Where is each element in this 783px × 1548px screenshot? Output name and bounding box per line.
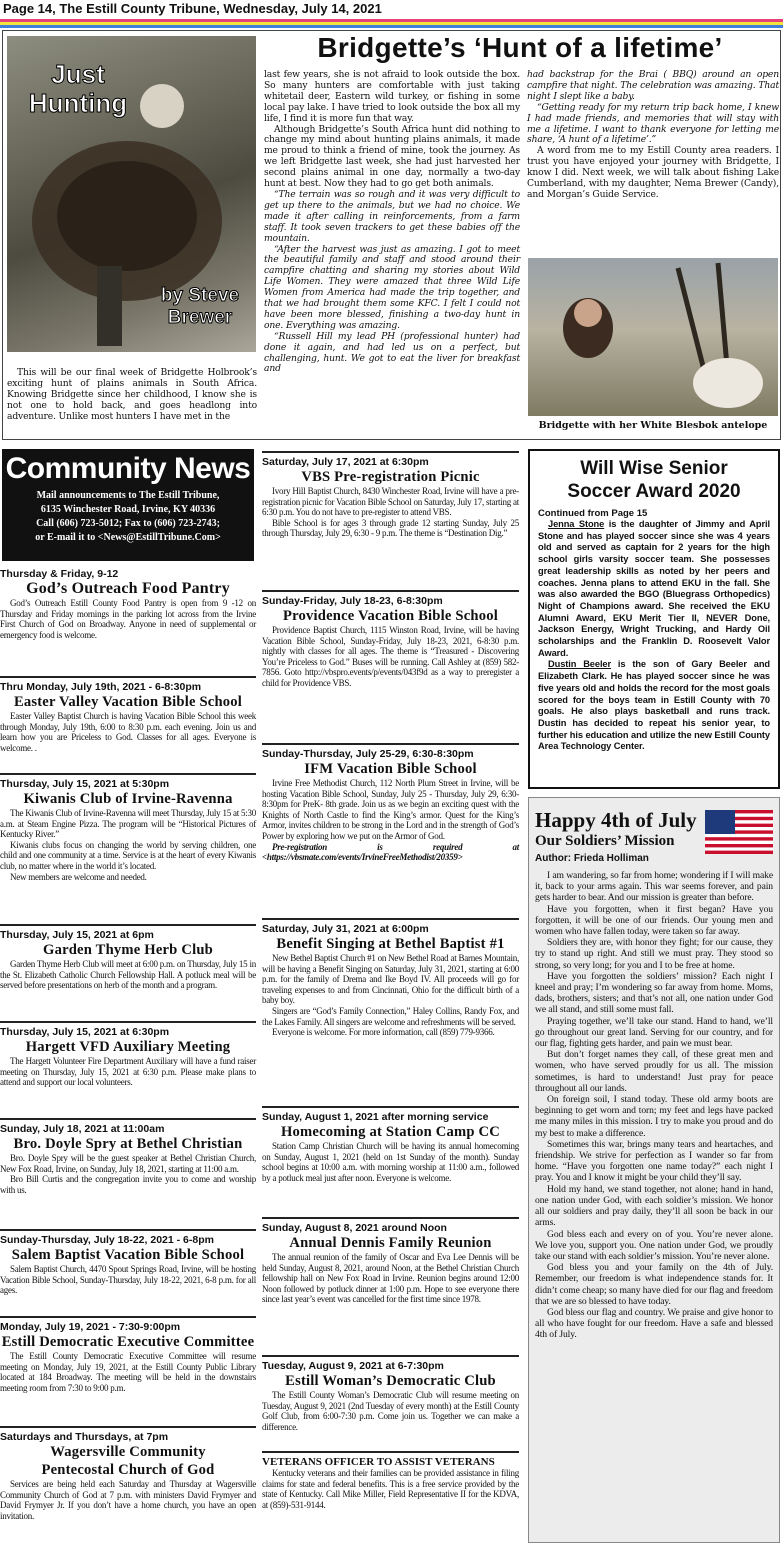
event-doyle-spry [0, 1118, 256, 1195]
event-benefit-singing [262, 918, 519, 1038]
soccer-title-2: Soccer Award 2020 [567, 481, 741, 502]
event-title: Salem Baptist Vacation Bible School [11, 1247, 245, 1263]
color-band-blue [0, 25, 783, 28]
poem-paragraph: God bless you and your family on the 4th of July. Remember, our freedom is what independence stands for. It didn’t come cheap; so many have died for our flag and freedom that we are so blessed to have today. [535, 1262, 774, 1307]
event-body: The Estill County Democratic Executive Committee will resume meeting on Monday, July 19, 2021, at the Estill County Public Library located at 184 Broadway. The meeting will be held in the downstairs meeting room from 7:30 to 9:00 p.m. [0, 1351, 256, 1393]
soccer-title-1: Will Wise Senior [580, 458, 728, 479]
event-body: New Bethel Baptist Church #1 on New Bethel Road at Barnes Mountain, will be having a Benefit Singing on Saturday, July 31, 2021, starting at 6:00 p.m. for the family of Drema and Ike Boyd IV. All proceeds will go for traveling expenses to and from Cincinnati, Ohio for the difficult birth of a baby boy. [262, 953, 519, 1006]
event-wagersville [0, 1426, 256, 1521]
event-title: Annual Dennis Family Reunion [289, 1235, 492, 1251]
photo-caption: Bridgette with her White Blesbok antelope [538, 420, 768, 431]
event-date: Sunday, July 18, 2021 at 11:00am [0, 1118, 256, 1135]
event-date: Sunday-Friday, July 18-23, 6-8:30pm [262, 590, 519, 607]
event-ifm [262, 743, 519, 863]
paragraph: had backstrap for the Brai ( BBQ) around an open campfire that night. The celebration was amazing. That night I slept like a baby. [527, 69, 779, 102]
paragraph: A word from me to my Estill County area readers. I trust you have enjoyed your journey with Bridgette, I know I did. Next week, we will talk about fishing Lake Cumberland, with my daughter, Nema Brewer (Candy), and Morgan’s Guide Service. [527, 145, 779, 200]
paragraph: “The terrain was so rough and it was very difficult to get up there to the animals, but we had no choice. We made it after calling in reinforcements, from a farm staff. It took seven trackers to get these babies off the mountain. [264, 188, 520, 244]
event-body: Irvine Free Methodist Church, 112 North Plum Street in Irvine, will be hosting Vacation Bible School, Sunday, July 25 - Thursday, July 29, 6:30-8:30pm for PreK- 8th grade. Join us as we begin an exciting quest with the Knights of North Castle to find the King’s armor. Quest for the King’s Armor, invites children to be strong in the Lord and in the strength of God’s Power by exploring how we put on the Armor of God. [262, 778, 519, 841]
event-title: Kiwanis Club of Irvine-Ravenna [23, 791, 233, 807]
email-line: or E-mail it to <News@EstillTribune.Com> [35, 532, 221, 543]
headline: Bridgette’s ‘Hunt of a lifetime’ [317, 32, 723, 63]
event-title: VBS Pre-registration Picnic [301, 469, 480, 485]
award-text: is the daughter of Jimmy and April Stone and has played soccer since she was 4 years old and served as captain for 2 years for the high school girls varsity soccer team. She possesses great leadership skills as noted by her peers and coaches. Jenna plans to attend EKU in the fall. She was also awarded the BGO (Bluegrass Orthopedics) Night of Champions award. She received the EKU Alumni Award, EKU Merit Tier II, NEVER Done, Jackson Energy, Wright Trucking, and Hardy Oil scholarships and the Franklin D. Roosevelt Valor Award. [538, 519, 770, 658]
award-text: is the son of Gary Beeler and Elizabeth Clark. He has played soccer since he was five years old and holds the record for the most goals scored for the boys team in Estill County with 70 goals. He also plays basketball and runs track. Dustin has decided to repeat his senior year, to further his education and utilize the new Estill County Area Technology Center. [538, 659, 770, 752]
event-body: The Hargett Volunteer Fire Department Auxiliary will have a fund raiser meeting on Thursday, July 15, 2021 at 6:30 p.m. Please make plans to attend and support our local volunteers. [0, 1056, 256, 1088]
event-body: The Estill County Woman’s Democratic Club will resume meeting on Tuesday, August 9, 2021 (2nd Tuesday of every month) at the Estill County Golf Club, from 6:00-7:30 p.m. Come join us. Together we can make a difference. [262, 1390, 519, 1432]
byline: by Steve Brewer [160, 285, 240, 328]
address-line: 6135 Winchester Road, Irvine, KY 40336 [40, 504, 216, 515]
event-body: Station Camp Christian Church will be having its annual homecoming on Sunday, August 1, 2021 (held on 1st Sunday of the month). Sunday school begins at 10:00 a.m. with morning worship at 11:00 a.m., followed by a potluck meal just after noon. Everyone is welcome. [262, 1141, 519, 1183]
july4-subtitle: Our Soldiers’ Mission [535, 833, 675, 849]
event-body: The annual reunion of the family of Oscar and Eva Lee Dennis will be held Sunday, August 8, 2021, around Noon, at the Bethel Christian Church fellowship hall on New Fox Road in Irvine. Reunion begins around 12:00 Noon followed by potluck dinner at 1:00 p.m. Hope to see everyone there since last year’s event was cancelled for the first time since 1978. [262, 1252, 519, 1305]
poem-paragraph: God bless our flag and country. We praise and give honor to all who have fought for our freedom. Have a safe and blessed 4th of July. [535, 1306, 773, 1341]
poem-paragraph: God bless each and every on of you. You’re never alone. We love you, support you. One nation under God, we proudly take our stand with each soldier’s mission. You’re never alone. [535, 1228, 773, 1262]
event-body: Salem Baptist Church, 4470 Spout Springs Road, Irvine, will be hosting Vacation Bible School, Sunday-Thursday, July 18-22, 2021, 6-8 p.m. for all ages. [0, 1264, 256, 1296]
mail-line: Mail announcements to The Estill Tribune, [36, 490, 220, 501]
poem-paragraph: Have you forgotten, when it first began? Have you forgotten, it will be one of our friends. Our young men and women who have fallen today, were taken so far away. [535, 903, 773, 938]
event-date: Sunday, August 8, 2021 around Noon [262, 1217, 519, 1234]
july4-box [528, 797, 780, 1543]
event-date: Saturday, July 17, 2021 at 6:30pm [262, 451, 519, 468]
article-col2 [264, 70, 520, 375]
poem-body [529, 870, 779, 1341]
event-dennis-reunion [262, 1217, 519, 1305]
antelope-icon [528, 258, 778, 416]
event-title: Easter Valley Vacation Bible School [13, 694, 243, 710]
event-title: Wagersville Community [50, 1444, 206, 1460]
event-garden-thyme [0, 924, 256, 991]
blesbok-photo [528, 258, 778, 416]
paragraph: “After the harvest was just as amazing. I got to meet the beautiful family and staff and stood around their campfire chatting and sharing my stories about Wild Life Women. They were amazed that three Wild Life Women from America had made the trip together, and that we had brought them some KFC. I felt I could not have been more blessed, finishing a two-day hunt in one. Everything was amazing. [264, 243, 520, 331]
soccer-body [530, 519, 778, 753]
award-name: Jenna Stone [548, 519, 605, 529]
event-date: Thursday, July 15, 2021 at 6:30pm [0, 1021, 256, 1038]
paragraph: This will be our final week of Bridgette Holbrook’s exciting hunt of plains animals in South Africa. Knowing Bridgette since her childhood, I know she is not one to hold back, and goes headlong into adventure. Unlike most hunters I have met in the [7, 367, 257, 422]
event-title: Garden Thyme Herb Club [43, 942, 213, 958]
july4-author: Author: Frieda Holliman [535, 853, 649, 864]
event-democratic-committee [0, 1316, 256, 1393]
event-body: New members are welcome and needed. [10, 871, 147, 882]
paragraph: “Getting ready for my return trip back home, I knew I had made friends, and memories that will stay with me a lifetime. I want to thank everyone for letting me share, ‘A hunt of a lifetime’.” [527, 101, 779, 146]
july4-title: Happy 4th of July [535, 808, 697, 832]
poem-paragraph: But don’t forget names they call, of these great men and women, who have served proudly for us all. The mission sometimes, is hard to understand! Just pray for peace throughout all our lands. [535, 1049, 773, 1094]
event-title: Homecoming at Station Camp CC [280, 1124, 501, 1140]
event-date: Saturdays and Thursdays, at 7pm [0, 1426, 256, 1443]
event-title: Benefit Singing at Bethel Baptist #1 [276, 936, 505, 952]
event-body: Kiwanis clubs focus on changing the world by serving children, one child and one community at a time. Service is at the heart of every Kiwanis club, no matter where in the world it’s located. [0, 839, 256, 871]
poem-paragraph: Hold my hand, we stand together, not alone; hand in hand, one nation under God, with each soldier’s mission. We honor all our soldiers and pray daily, they’ll all soon be back in our arms. [535, 1183, 773, 1229]
event-date: Thursday & Friday, 9-12 [0, 568, 119, 580]
community-news-title: Community News [5, 452, 251, 485]
event-date: Thru Monday, July 19th, 2021 - 6-8:30pm [0, 676, 256, 693]
soccer-award-box [528, 449, 780, 789]
article-col3 [527, 70, 779, 201]
event-date: Monday, July 19, 2021 - 7:30-9:00pm [0, 1316, 256, 1333]
event-body: The Kiwanis Club of Irvine-Ravenna will meet Thursday, July 15 at 5:30 a.m. at Steam Engine Pizza. The program will be “Historical Pictures of Kentucky River.” [0, 808, 256, 840]
event-title: IFM Vacation Bible School [304, 761, 477, 777]
american-flag-icon [705, 810, 773, 854]
poem-paragraph: On foreign soil, I stand today. These old army boots are beginning to get worn and torn; my feet and legs have packed me many miles in this mission. I try to make you proud and do my best to make a difference. [535, 1094, 773, 1139]
event-body: Everyone is welcome. For more information, call (859) 779-9366. [272, 1027, 495, 1038]
event-body: Singers are “God’s Family Connection,” Haley Collins, Randy Fox, and the Lakes Family. All singers are welcome and refreshments will be served. [262, 1005, 519, 1027]
phone-line: Call (606) 723-5012; Fax to (606) 723-2743; [36, 518, 220, 529]
event-kiwanis [0, 773, 256, 882]
event-date: VETERANS OFFICER TO ASSIST VETERANS [262, 1451, 519, 1468]
event-easter-valley [0, 676, 256, 753]
event-body: Pre-registration is required at <https://vbsmate.com/events/IrvineFreeMethodist/20359> [262, 841, 519, 863]
event-body: Bro Bill Curtis and the congregation invite you to come and worship with us. [0, 1174, 256, 1195]
event-body: Providence Baptist Church, 1115 Winston Road, Irvine, will be having Vacation Bible School, Sunday-Friday, July 18-23, 2021, 6-8:30 p.m. nightly with classes for all ages. The theme is “Treasured - Discovering You’re Priceless to God.” Buses will be running. Call Ashley at (859) 582-7856. Goto http://vbspro.events/p/events/043f9d as a way to preregister a child for Providence VBS. [262, 625, 519, 688]
event-title: Hargett VFD Auxiliary Meeting [25, 1039, 231, 1055]
poem-paragraph: Have you forgotten the soldiers’ mission? Each night I kneel and pray; I’m wondering so far away from home. Moms, dads, brothers, sisters; and that’s not all, one nation under God we all stand, and still some must fall. [535, 970, 773, 1016]
event-title: Pentecostal Church of God [41, 1462, 215, 1478]
event-body: Services are being held each Saturday and Thursday at Wagersville Community Church of God at 7 p.m. with ministers David Frymyer and David Frymyer Jr. If you don’t have a home church, you have an open invitation. [0, 1479, 256, 1521]
event-title: Estill Democratic Executive Committee [1, 1334, 255, 1350]
event-date: Tuesday, August 9, 2021 at 6-7:30pm [262, 1355, 519, 1372]
event-hargett [0, 1021, 256, 1088]
page-header: Page 14, The Estill County Tribune, Wednesday, July 14, 2021 [3, 1, 382, 16]
event-womans-club [262, 1355, 519, 1432]
event-body: Easter Valley Baptist Church is having Vacation Bible School this week through Monday, July 19th, 6:00 to 8:30 p.m. each evening. Join us and learn how you are Priceless to God. Classes for all ages. Everyone is welcome. . [0, 711, 256, 753]
event-title: Estill Woman’s Democratic Club [285, 1373, 496, 1389]
event-date: Sunday, August 1, 2021 after morning service [262, 1106, 519, 1123]
event-vbs-picnic [262, 451, 519, 539]
event-date: Sunday-Thursday, July 25-29, 6:30-8:30pm [262, 743, 519, 760]
event-body: God’s Outreach Estill County Food Pantry is open from 9 -12 on Thursday and Friday mornings in the parking lot across from the Irvine First Church of God on Broadway. Anyone in need of supplemental or emergency food is welcome. [0, 598, 256, 640]
event-date: Thursday, July 15, 2021 at 6pm [0, 924, 256, 941]
event-body: Kentucky veterans and their families can be provided assistance in filing claims for state and federal benefits. This is a free service provided by the state of Kentucky. Call Mike Miller, Field Representative II for the KDVA, at (859)-531-9144. [262, 1468, 519, 1510]
event-title: God’s Outreach Food Pantry [26, 580, 230, 597]
event-date: Sunday-Thursday, July 18-22, 2021 - 6-8pm [0, 1229, 256, 1246]
paragraph: Although Bridgette’s South Africa hunt did nothing to change my mind about hunting plains animals, it made me proud to think a friend of mine, took the journey. As we left Bridgette last week, she had just harvested her second plains animal in one day, normally a two-day hunt at best. Now they had to go get both animals. [264, 123, 520, 190]
event-veterans [262, 1451, 519, 1510]
event-body: Ivory Hill Baptist Church, 8430 Winchester Road, Irvine will have a pre-registration picnic for Vacation Bible School on Saturday, July 17, starting at 6:30 p.m. You do not have to pre-register to attend VBS. [262, 486, 519, 518]
article-col1 [7, 368, 257, 423]
award-name: Dustin Beeler [548, 659, 612, 670]
event-body: Garden Thyme Herb Club will meet at 6:00 p.m. on Thursday, July 15 in the St. Elizabeth Catholic Church Fellowship Hall. A potluck meal will be served before presentations on herb of the month and a program. [0, 959, 256, 991]
community-news-banner [2, 449, 254, 561]
paragraph: last few years, she is not afraid to look outside the box. So many hunters are comfortable with just taking whitetail deer, Eastern wild turkey, or fishing in some local pay lake. I have tried to look outside the box all my life, I find it is more fun that way. [264, 69, 520, 124]
poem-paragraph: Soldiers they are, with honor they fight; for our cause, they try to stand up right. And still we must pray. They stood so strong, so very long; for you and I to be free at home. [535, 937, 773, 971]
event-salem [0, 1229, 256, 1296]
continued-note: Continued from Page 15 [538, 508, 648, 519]
event-station-camp [262, 1106, 519, 1183]
poem-paragraph: I am wandering, so far from home; wondering if I will make it, back to your arms again. This war seems forever, and pain gets harder to bear. And our mission is greater than before. [535, 870, 773, 904]
event-date: Thursday, July 15, 2021 at 5:30pm [0, 773, 256, 790]
event-title: Bro. Doyle Spry at Bethel Christian [13, 1136, 243, 1152]
poem-paragraph: Sometimes this war, brings many tears and heartaches, and friendship. We strive for perfection as I wander so far from home. “Have you forgotten one name today?” each night I pray. You and I know it might be your child they’ll say. [535, 1138, 773, 1184]
event-body: Bro. Doyle Spry will be the guest speaker at Bethel Christian Church, New Fox Road, Irvine, on Sunday, July 18, 2021, starting at 11:00 a.m. [0, 1153, 256, 1174]
event-providence [262, 590, 519, 689]
event-body: Bible School is for ages 3 through grade 12 starting Sunday, July 25 through Thursday, July 29, 6:30 - 9 p.m. The theme is “Destination Dig.” [262, 517, 519, 539]
event-title: Providence Vacation Bible School [283, 608, 498, 624]
event-food-pantry [0, 565, 256, 640]
paragraph: “Russell Hill my lead PH (professional hunter) had done it again, and had led us on a perfect, but challenging, hunt. We got to eat the liver for breakfast and [264, 330, 520, 375]
photo-title: Just Hunting [28, 59, 128, 118]
poem-paragraph: Praying together, we’ll take our stand. Hand to hand, we’ll go throughout our great land. Serving for our country, and for our flag, fighting gets harder, and pain we must bear. [535, 1015, 773, 1050]
event-date: Saturday, July 31, 2021 at 6:00pm [262, 918, 519, 935]
